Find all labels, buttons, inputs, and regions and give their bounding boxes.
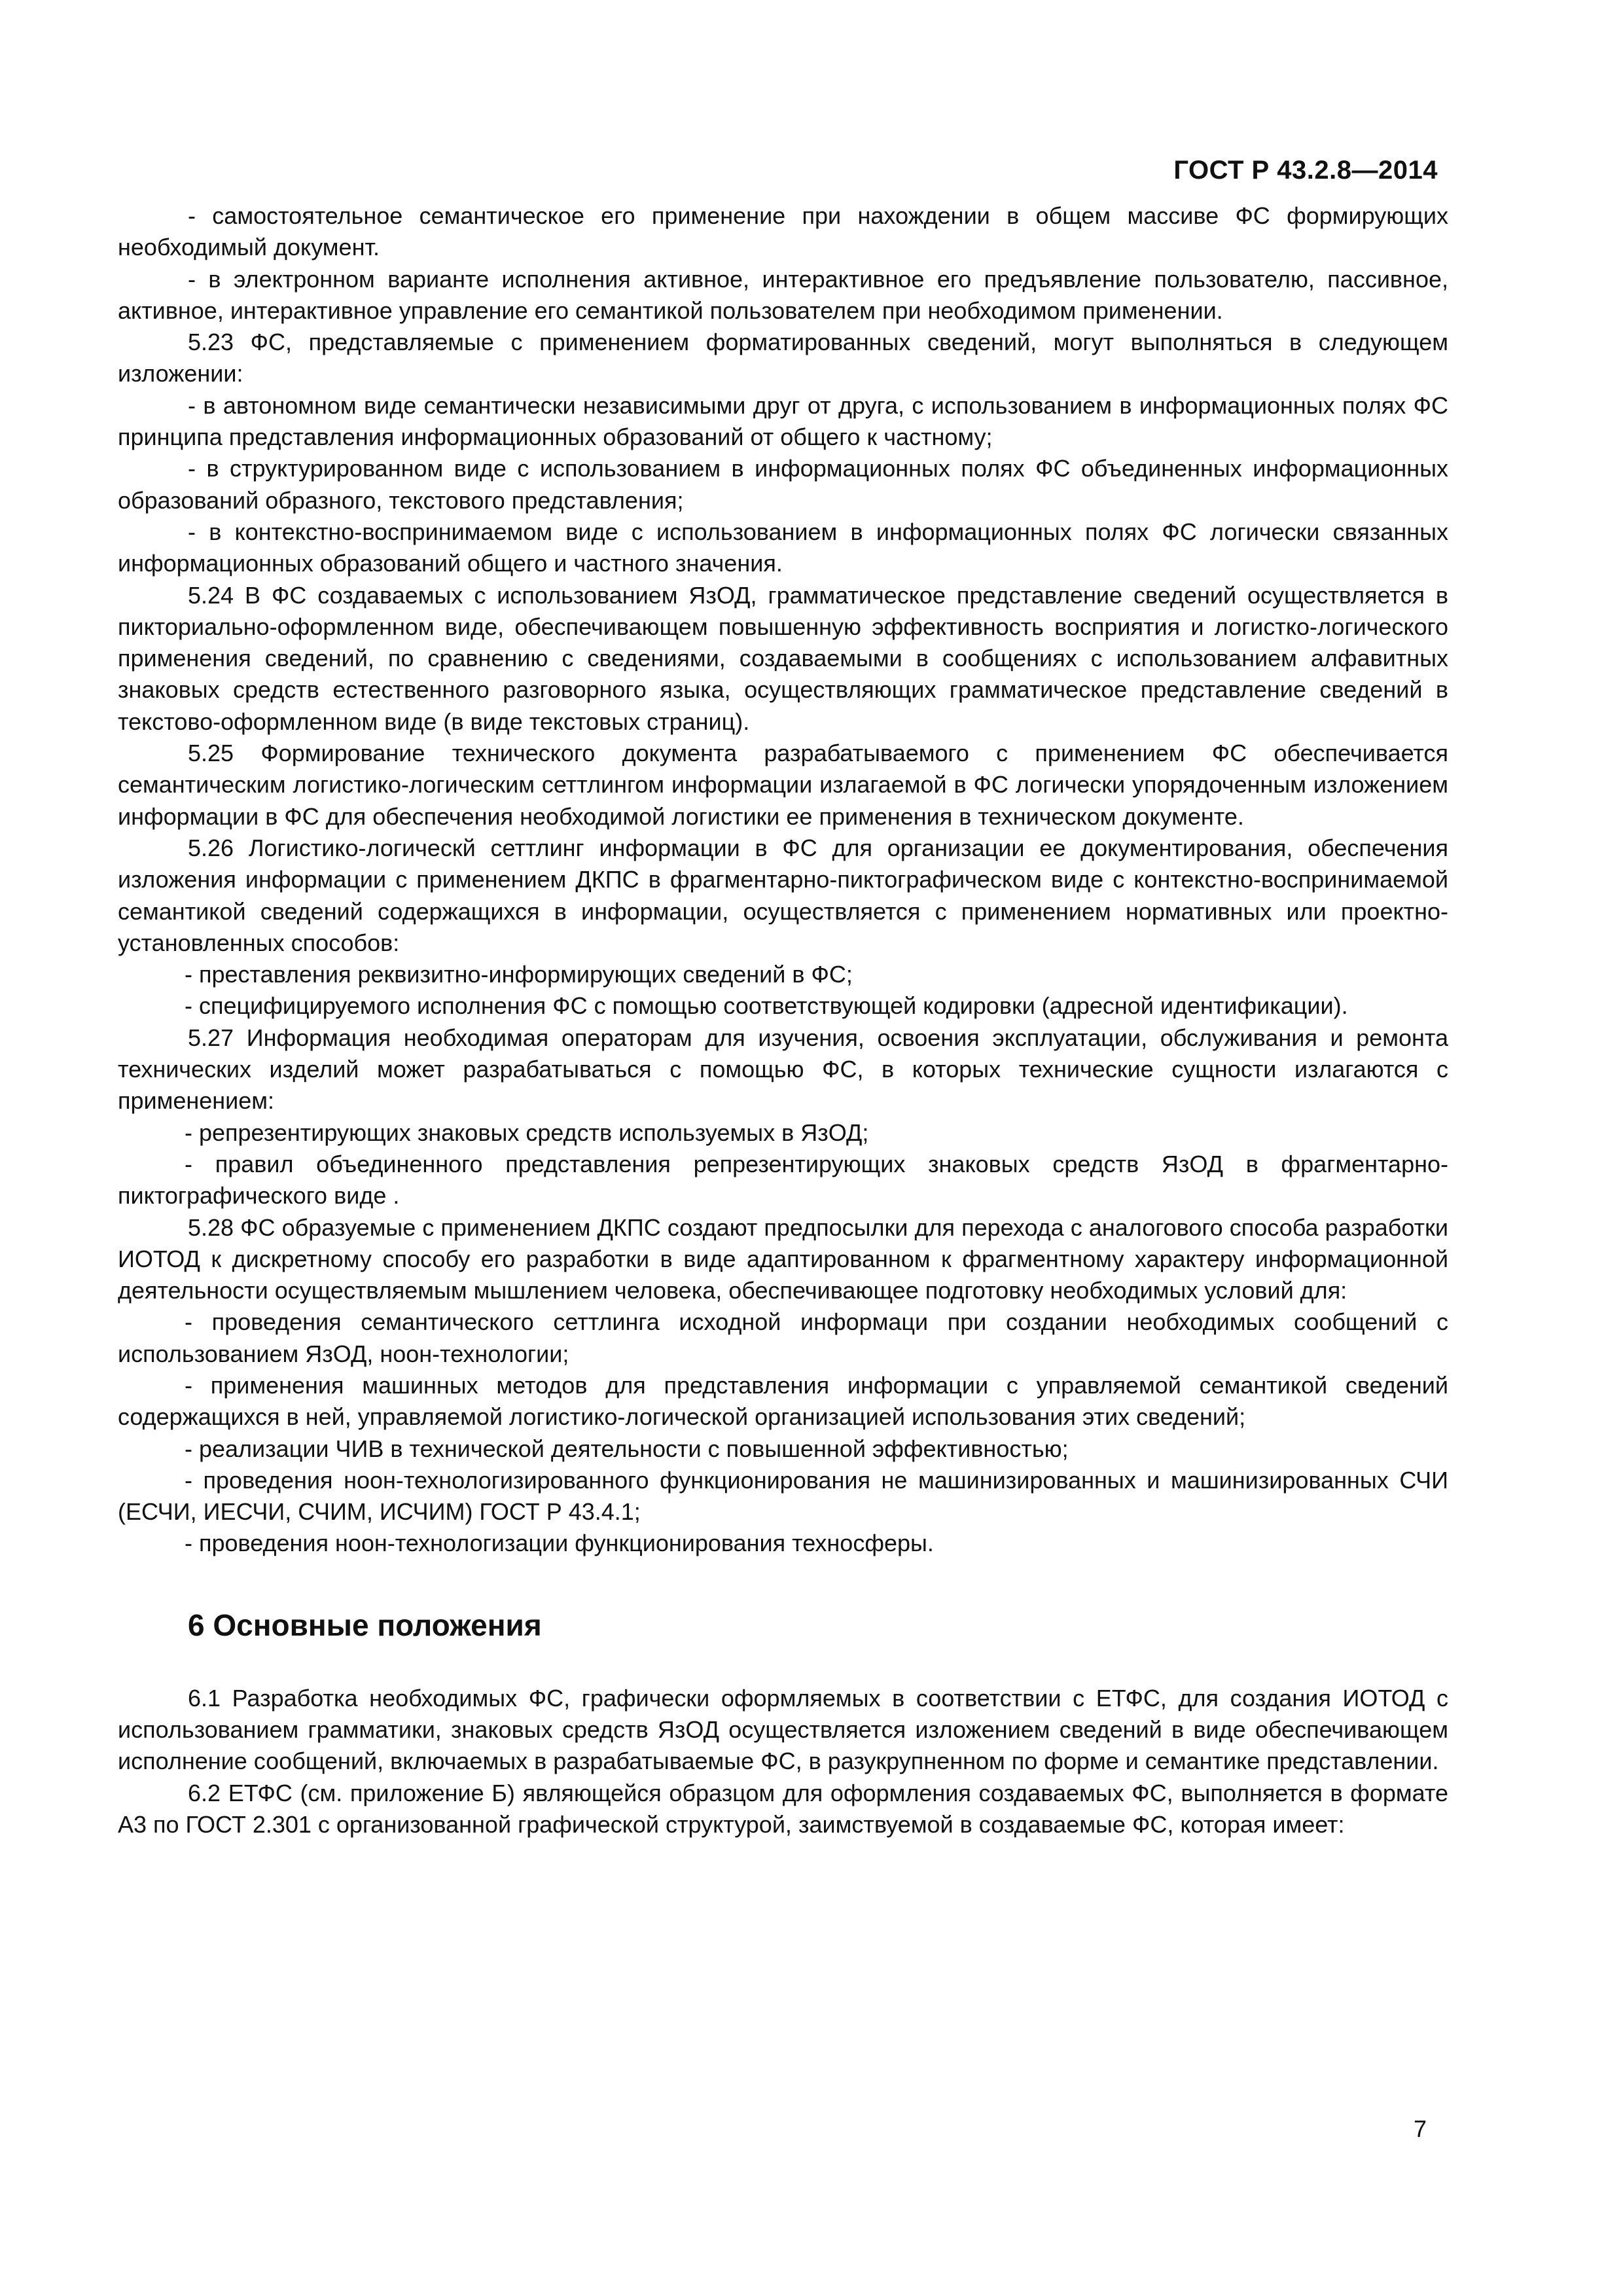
paragraph-clause-5-24: 5.24 В ФС создаваемых с использованием ЯзОД, грамматическое представление сведений осуществляется в пикториально-оформленном виде, обеспечивающем повышенную эффективность восприятия и логистко-логического применения сведений, по сравнению с сведениями, создаваемыми в сообщениях с использованием алфавитных знаковых средств естественного разговорного языка, осуществляющих грамматическое представление сведений в текстово-оформленном виде (в виде текстовых страниц). bbox=[118, 581, 1448, 735]
paragraph-clause-6-1: 6.1 Разработка необходимых ФС, графически оформляемых в соответствии с ЕТФС, для создания ИОТОД с использованием грамматики, знаковых средств ЯзОД осуществляется изложением сведений в виде обеспечивающем исполнение сообщений, включаемых в разрабатываемые ФС, в разукрупненном по форме и семантике представлении. bbox=[118, 1684, 1448, 1775]
document-body bbox=[118, 200, 1448, 1840]
paragraph-bullet: - реализации ЧИВ в технической деятельности с повышенной эффективностью; bbox=[185, 1435, 1069, 1462]
paragraph-bullet: - в контекстно-воспринимаемом виде с использованием в информационных полях ФС логически связанных информационных образований общего и частного значения. bbox=[118, 518, 1448, 577]
paragraph-bullet: - в автономном виде семантически независимыми друг от друга, с использованием в информационных полях ФС принципа представления информационных образований от общего к частному; bbox=[118, 391, 1448, 451]
paragraph-clause-5-27: 5.27 Информация необходимая операторам для изучения, освоения эксплуатации, обслуживания и ремонта технических изделий может разрабатываться с помощью ФС, в которых технические сущности излагаются с применением: bbox=[118, 1024, 1448, 1115]
paragraph-clause-5-25: 5.25 Формирование технического документа разрабатываемого с применением ФС обеспечивается семантическим логистико-логическим сеттлингом информации излагаемой в ФС логически упорядоченным изложением информации в ФС для обеспечения необходимой логистики ее применения в техническом документе. bbox=[118, 740, 1448, 830]
paragraph-bullet: - применения машинных методов для представления информации с управляемой семантикой сведений содержащихся в ней, управляемой логистико-логической организацией использования этих сведений; bbox=[118, 1371, 1448, 1431]
paragraph-clause-5-28: 5.28 ФС образуемые с применением ДКПС создают предпосылки для перехода с аналогового способа разработки ИОТОД к дискретному способу его разработки в виде адаптированном к фрагментному характеру информационной деятельности осуществляемым мышлением человека, обеспечивающее подготовку необходимых условий для: bbox=[118, 1213, 1448, 1304]
paragraph-clause-5-23: 5.23 ФС, представляемые с применением форматированных сведений, могут выполняться в следующем изложении: bbox=[118, 329, 1448, 387]
paragraph-bullet: - репрезентирующих знаковых средств используемых в ЯзОД; bbox=[185, 1119, 869, 1146]
paragraph-bullet: - самостоятельное семантическое его применение при нахождении в общем массиве ФС формирующих необходимый документ. bbox=[118, 202, 1448, 261]
paragraph-clause-5-26: 5.26 Логистико-логическй сеттлинг информации в ФС для организации ее документирования, обеспечения изложения информации с применением ДКПС в фрагментарно-пиктографическом виде с контекстно-воспринимаемой семантикой сведений содержащихся в информации, осуществляется с применением нормативных или проектно-установленных способов: bbox=[118, 834, 1448, 956]
page-number: 7 bbox=[1413, 2115, 1427, 2142]
paragraph-bullet: - проведения ноон-технологизированного функционирования не машинизированных и машинизированных СЧИ (ЕСЧИ, ИЕСЧИ, СЧИМ, ИСЧИМ) ГОСТ Р 43.4.1; bbox=[118, 1466, 1448, 1526]
paragraph-bullet: - специфицируемого исполнения ФС с помощью соответствующей кодировки (адресной идентификации). bbox=[185, 992, 1348, 1020]
paragraph-bullet: - правил объединенного представления репрезентирующих знаковых средств ЯзОД в фрагментарно-пиктографического виде . bbox=[118, 1150, 1448, 1210]
paragraph-bullet: - проведения ноон-технологизации функционирования техносферы. bbox=[185, 1530, 934, 1557]
paragraph-clause-6-2: 6.2 ЕТФС (см. приложение Б) являющейся образцом для оформления создаваемых ФС, выполняется в формате А3 по ГОСТ 2.301 с организованной графической структурой, заимствуемой в создаваемые ФС, которая имеет: bbox=[118, 1779, 1448, 1838]
paragraph-bullet: - преставления реквизитно-информирующих сведений в ФС; bbox=[185, 961, 853, 988]
paragraph-bullet: - в электронном варианте исполнения активное, интерактивное его предъявление пользователю, пассивное, активное, интерактивное управление его семантикой пользователем при необходимом применении. bbox=[118, 265, 1448, 324]
paragraph-bullet: - в структурированном виде с использованием в информационных полях ФС объединенных информационных образований образного, текстового представления; bbox=[118, 455, 1448, 514]
document-code-header: ГОСТ Р 43.2.8—2014 bbox=[1173, 156, 1438, 185]
paragraph-bullet: - проведения семантического сеттлинга исходной информаци при создании необходимых сообщений с использованием ЯзОД, ноон-технологии; bbox=[118, 1308, 1448, 1367]
section-heading: 6 Основные положения bbox=[188, 1607, 542, 1642]
